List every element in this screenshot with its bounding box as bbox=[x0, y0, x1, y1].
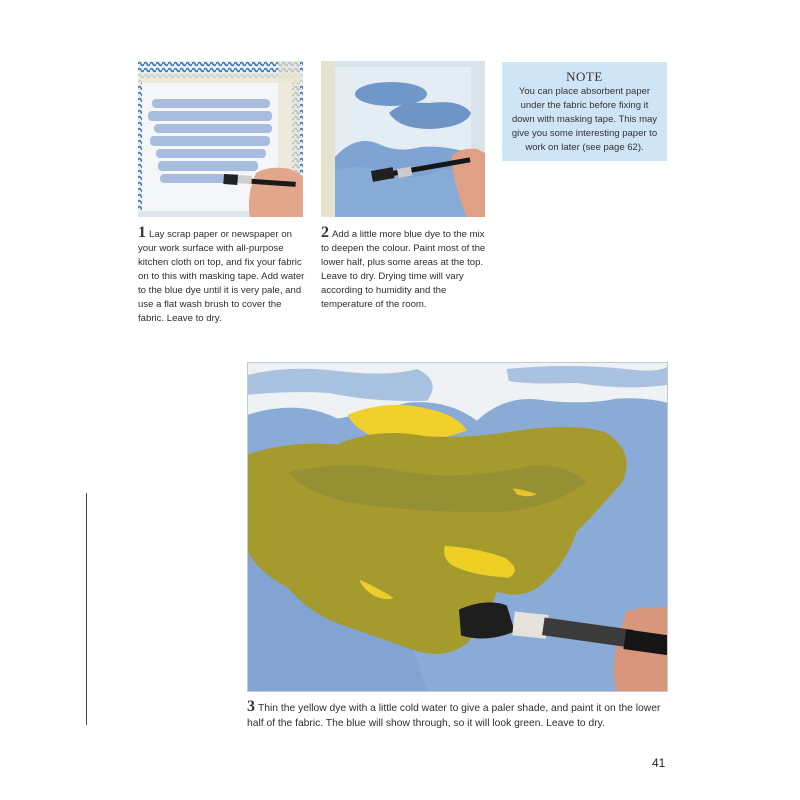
step-1-caption bbox=[138, 226, 306, 326]
step-3-caption bbox=[247, 699, 667, 731]
step-2-text: Add a little more blue dye to the mix to deepen the colour. Paint most of the lower half, plus some areas at the top. Leave to dry. Drying time will vary according to humidity and the temperature of the room. bbox=[321, 229, 486, 310]
step-1-text: Lay scrap paper or newspaper on your work surface with all-purpose kitchen cloth on top, and fix your fabric on to this with masking tape. Add water to the blue dye until it is very pale, and use a flat wash brush to cover the fabric. Leave to dry. bbox=[138, 229, 305, 324]
page-number: 41 bbox=[652, 756, 666, 770]
step-3-photo bbox=[247, 362, 668, 692]
step-2-number: 2 bbox=[321, 224, 329, 241]
step-3-text: Thin the yellow dye with a little cold water to give a paler shade, and paint it on the lower half of the fabric. The blue will show through, so it will look green. Leave to dry. bbox=[247, 703, 661, 729]
margin-rule bbox=[86, 493, 87, 725]
step-1-photo bbox=[138, 61, 303, 217]
note-box bbox=[502, 62, 667, 161]
step-1-number: 1 bbox=[138, 224, 146, 241]
note-text: You can place absorbent paper under the fabric before fixing it down with masking tape. This may give you some interesting paper to work on later (see page 62). bbox=[511, 86, 658, 153]
step-2-photo bbox=[321, 61, 485, 217]
step-2-caption bbox=[321, 226, 489, 312]
step-3-number: 3 bbox=[247, 698, 255, 715]
note-title: NOTE bbox=[566, 69, 603, 84]
